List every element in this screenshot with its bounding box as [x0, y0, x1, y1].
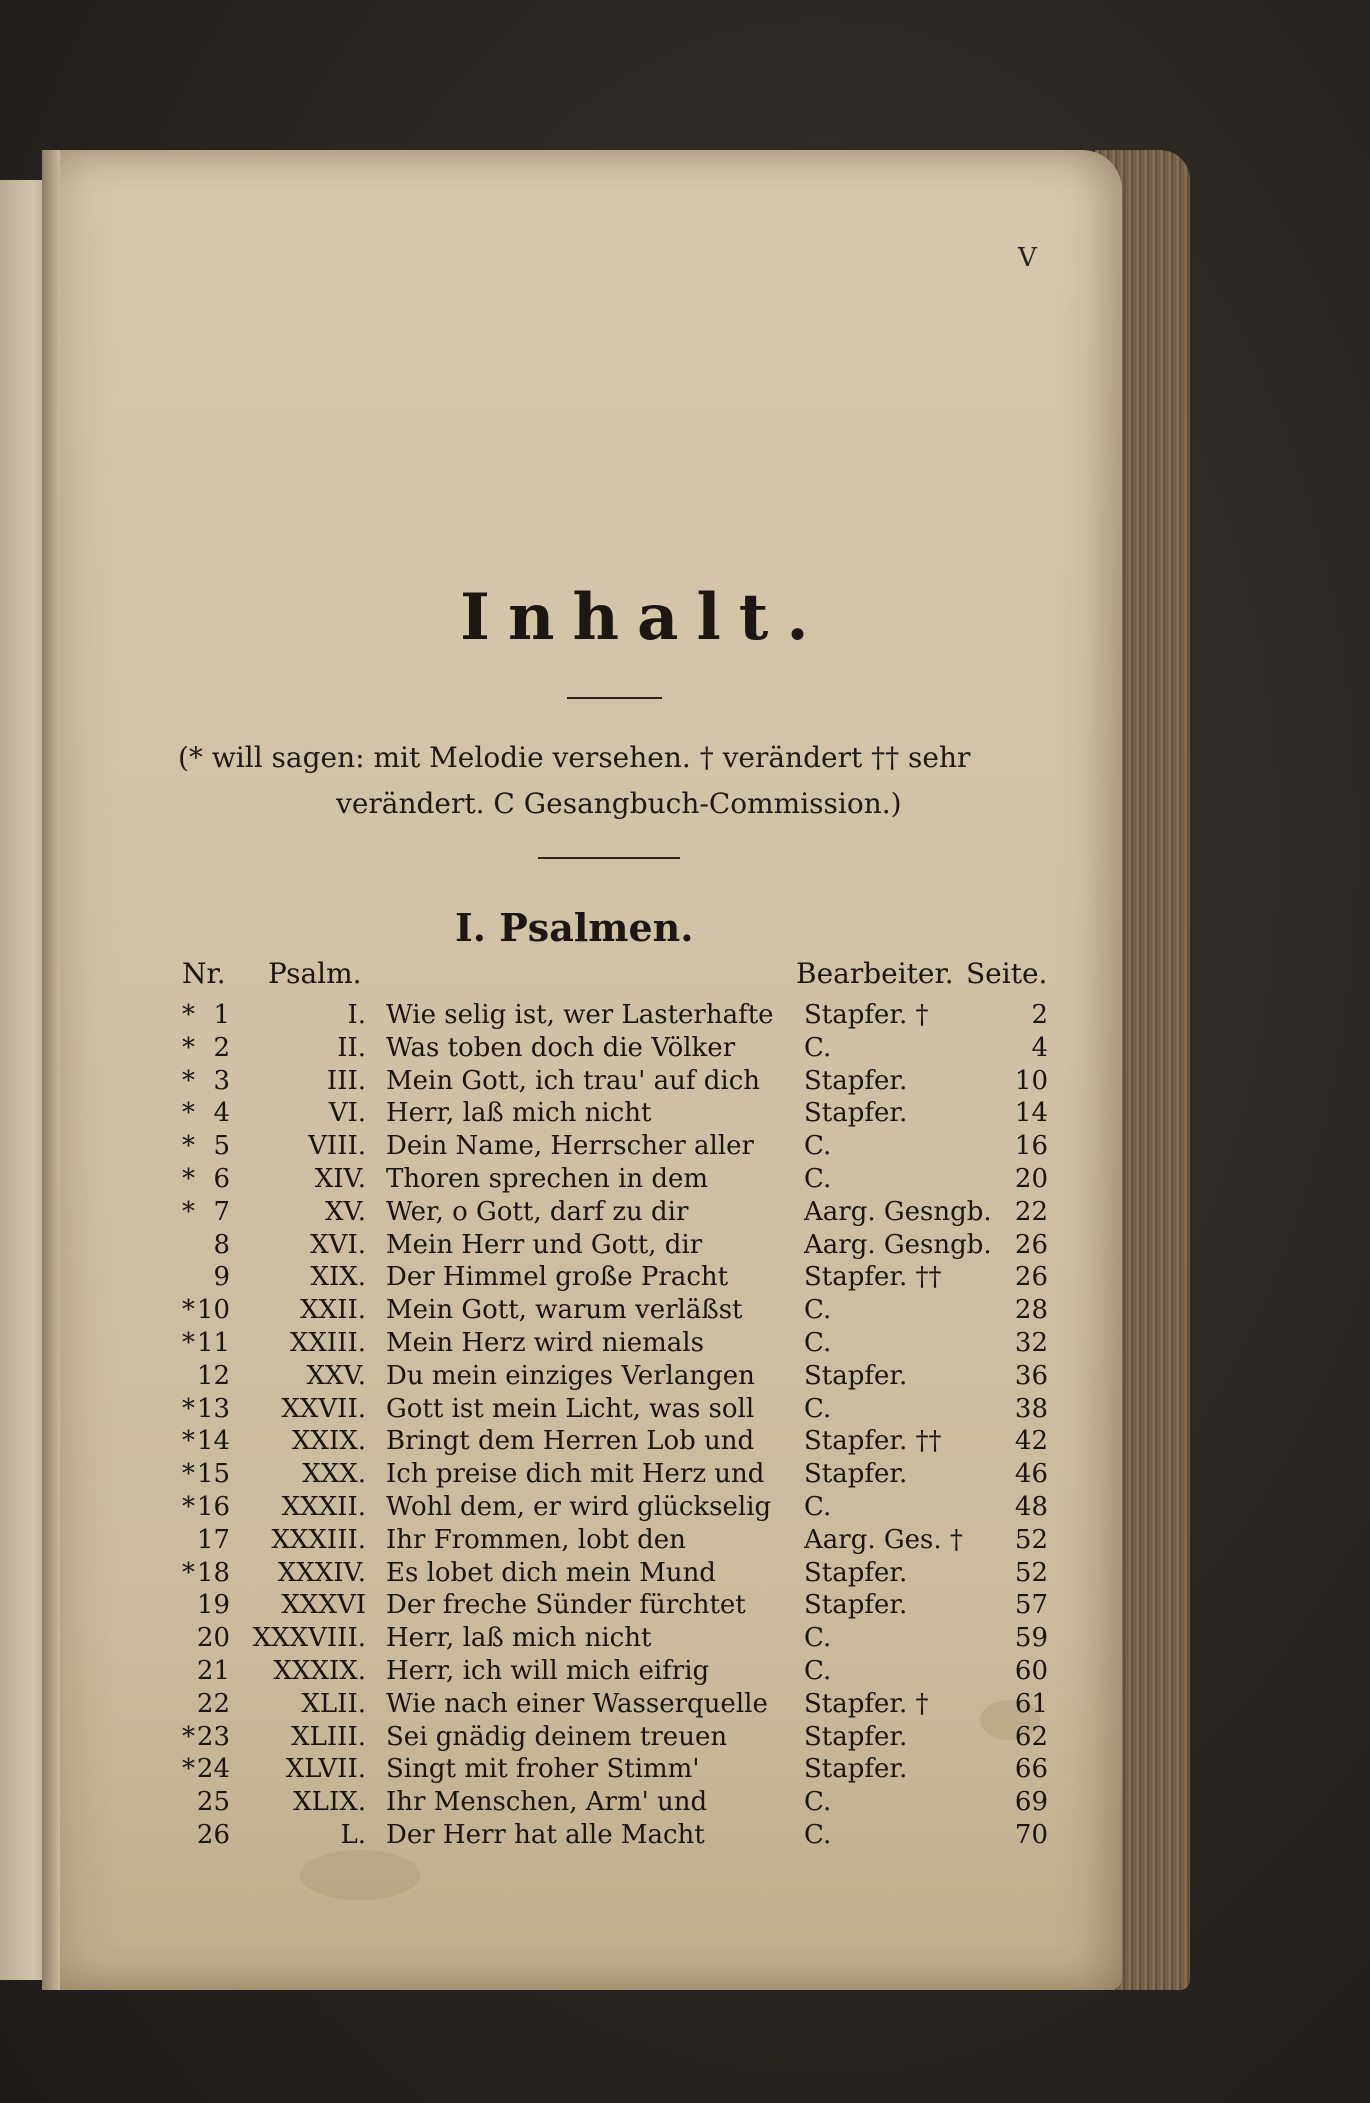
column-header-psalm: Psalm.: [268, 957, 362, 990]
page-ref: 26: [1014, 1229, 1048, 1260]
psalm-number: XIX.: [310, 1262, 366, 1293]
page-ref: 36: [1014, 1360, 1048, 1391]
entry-number: 24: [196, 1754, 230, 1785]
page-ref: 10: [1014, 1065, 1048, 1096]
arranger: Stapfer.: [804, 1065, 908, 1096]
melody-marker: *: [182, 1196, 195, 1227]
section-heading: I. Psalmen.: [455, 905, 694, 950]
entry-number: 14: [196, 1426, 230, 1457]
first-line: Mein Herz wird niemals: [386, 1327, 704, 1358]
table-of-contents: [0, 1000, 1370, 1853]
entry-number: 6: [213, 1163, 230, 1194]
psalm-number: XXXIII.: [271, 1524, 366, 1555]
psalm-number: XXX.: [302, 1459, 366, 1490]
arranger: Stapfer. ††: [804, 1426, 942, 1457]
first-line: Der Herr hat alle Macht: [386, 1819, 705, 1850]
page-number: V: [1018, 243, 1037, 273]
entry-number: 8: [213, 1229, 230, 1260]
first-line: Wer, o Gott, darf zu dir: [386, 1196, 689, 1227]
table-row: [0, 1066, 1370, 1099]
table-row: [0, 1033, 1370, 1066]
table-row: [0, 1525, 1370, 1558]
arranger: C.: [804, 1327, 832, 1358]
page-ref: 14: [1014, 1098, 1048, 1129]
psalm-number: XLII.: [301, 1688, 366, 1719]
arranger: C.: [804, 1032, 832, 1063]
page-ref: 62: [1014, 1721, 1048, 1752]
psalm-number: II.: [337, 1032, 366, 1063]
first-line: Herr, ich will mich eifrig: [386, 1655, 710, 1686]
entry-number: 19: [196, 1590, 230, 1621]
page-ref: 28: [1014, 1295, 1048, 1326]
first-line: Du mein einziges Verlangen: [386, 1360, 755, 1391]
psalm-number: XIV.: [314, 1163, 366, 1194]
arranger: C.: [804, 1819, 832, 1850]
legend-line-1: (* will sagen: mit Melodie versehen. † verändert †† sehr: [178, 741, 971, 774]
table-row: [0, 1131, 1370, 1164]
table-row: [0, 1000, 1370, 1033]
first-line: Es lobet dich mein Mund: [386, 1557, 716, 1588]
entry-number: 16: [196, 1491, 230, 1522]
psalm-number: VIII.: [308, 1131, 366, 1162]
table-row: [0, 1492, 1370, 1525]
arranger: Aarg. Gesngb.: [804, 1196, 992, 1227]
page-ref: 20: [1014, 1163, 1048, 1194]
page-ref: 26: [1014, 1262, 1048, 1293]
entry-number: 26: [196, 1819, 230, 1850]
table-row: [0, 1230, 1370, 1263]
entry-number: 7: [213, 1196, 230, 1227]
melody-marker: *: [182, 1754, 195, 1785]
melody-marker: *: [182, 1098, 195, 1129]
table-row: [0, 1590, 1370, 1623]
first-line: Singt mit froher Stimm': [386, 1754, 700, 1785]
arranger: Aarg. Ges. †: [804, 1524, 963, 1555]
legend: [178, 735, 1058, 827]
psalm-number: VI.: [328, 1098, 366, 1129]
melody-marker: *: [182, 1557, 195, 1588]
legend-line-2: verändert. C Gesangbuch-Commission.): [336, 787, 902, 820]
table-row: [0, 1394, 1370, 1427]
table-row: [0, 1722, 1370, 1755]
page-ref: 38: [1014, 1393, 1048, 1424]
table-row: [0, 1623, 1370, 1656]
entry-number: 10: [196, 1295, 230, 1326]
arranger: C.: [804, 1393, 832, 1424]
arranger: C.: [804, 1131, 832, 1162]
melody-marker: *: [182, 1327, 195, 1358]
column-header-nr: Nr.: [182, 957, 226, 990]
first-line: Der Himmel große Pracht: [386, 1262, 729, 1293]
page-ref: 69: [1014, 1787, 1048, 1818]
melody-marker: *: [182, 1721, 195, 1752]
psalm-number: XXV.: [306, 1360, 366, 1391]
column-header-bearbeiter: Bearbeiter.: [796, 957, 954, 990]
legend-divider: [538, 857, 680, 859]
first-line: Wohl dem, er wird glückselig: [386, 1491, 772, 1522]
page-ref: 42: [1014, 1426, 1048, 1457]
first-line: Herr, laß mich nicht: [386, 1623, 652, 1654]
melody-marker: *: [182, 1459, 195, 1490]
entry-number: 12: [196, 1360, 230, 1391]
psalm-number: L.: [340, 1819, 366, 1850]
psalm-number: XXXIV.: [277, 1557, 366, 1588]
entry-number: 5: [213, 1131, 230, 1162]
page-ref: 32: [1014, 1327, 1048, 1358]
first-line: Ihr Frommen, lobt den: [386, 1524, 686, 1555]
melody-marker: *: [182, 1393, 195, 1424]
page-ref: 52: [1014, 1557, 1048, 1588]
table-row: [0, 1328, 1370, 1361]
first-line: Der freche Sünder fürchtet: [386, 1590, 746, 1621]
arranger: Stapfer.: [804, 1459, 908, 1490]
entry-number: 4: [213, 1098, 230, 1129]
page-ref: 48: [1014, 1491, 1048, 1522]
table-row: [0, 1459, 1370, 1492]
title-divider: [567, 697, 662, 699]
entry-number: 2: [213, 1032, 230, 1063]
psalm-number: XXXVI: [281, 1590, 366, 1621]
table-row: [0, 1426, 1370, 1459]
table-row: [0, 1689, 1370, 1722]
table-row: [0, 1197, 1370, 1230]
arranger: C.: [804, 1655, 832, 1686]
first-line: Wie nach einer Wasserquelle: [386, 1688, 768, 1719]
first-line: Mein Gott, ich trau' auf dich: [386, 1065, 761, 1096]
first-line: Mein Herr und Gott, dir: [386, 1229, 703, 1260]
psalm-number: XV.: [324, 1196, 366, 1227]
first-line: Mein Gott, warum verläßst: [386, 1295, 743, 1326]
arranger: C.: [804, 1623, 832, 1654]
first-line: Thoren sprechen in dem: [386, 1163, 709, 1194]
psalm-number: XXXIX.: [273, 1655, 366, 1686]
table-row: [0, 1558, 1370, 1591]
arranger: Stapfer. †: [804, 1000, 929, 1030]
melody-marker: *: [182, 1295, 195, 1326]
paper-stain: [300, 1850, 420, 1900]
page-ref: 22: [1014, 1196, 1048, 1227]
first-line: Wie selig ist, wer Lasterhafte: [386, 1000, 774, 1030]
page-ref: 2: [1031, 1000, 1048, 1030]
entry-number: 25: [196, 1787, 230, 1818]
psalm-number: XXVII.: [281, 1393, 366, 1424]
entry-number: 18: [196, 1557, 230, 1588]
melody-marker: *: [182, 1163, 195, 1194]
first-line: Herr, laß mich nicht: [386, 1098, 652, 1129]
psalm-number: XLIII.: [291, 1721, 366, 1752]
psalm-number: XXII.: [300, 1295, 366, 1326]
entry-number: 13: [196, 1393, 230, 1424]
psalm-number: XXXII.: [281, 1491, 366, 1522]
page-title: Inhalt.: [460, 580, 827, 655]
table-row: [0, 1262, 1370, 1295]
table-row: [0, 1820, 1370, 1853]
arranger: Aarg. Gesngb.: [804, 1229, 992, 1260]
melody-marker: *: [182, 1131, 195, 1162]
page-ref: 4: [1031, 1032, 1048, 1063]
table-row: [0, 1787, 1370, 1820]
psalm-number: XLIX.: [293, 1787, 366, 1818]
entry-number: 11: [196, 1327, 230, 1358]
psalm-number: XXIX.: [291, 1426, 366, 1457]
psalm-number: XVI.: [310, 1229, 366, 1260]
first-line: Was toben doch die Völker: [386, 1032, 736, 1063]
arranger: Stapfer.: [804, 1754, 908, 1785]
arranger: Stapfer.: [804, 1557, 908, 1588]
psalm-number: I.: [347, 1000, 366, 1030]
page-ref: 60: [1014, 1655, 1048, 1686]
psalm-number: XXIII.: [289, 1327, 366, 1358]
arranger: C.: [804, 1295, 832, 1326]
melody-marker: *: [182, 1000, 195, 1030]
entry-number: 20: [196, 1623, 230, 1654]
page-ref: 57: [1014, 1590, 1048, 1621]
arranger: C.: [804, 1491, 832, 1522]
first-line: Ich preise dich mit Herz und: [386, 1459, 765, 1490]
arranger: Stapfer. ††: [804, 1262, 942, 1293]
arranger: Stapfer.: [804, 1590, 908, 1621]
melody-marker: *: [182, 1032, 195, 1063]
entry-number: 9: [213, 1262, 230, 1293]
page-ref: 66: [1014, 1754, 1048, 1785]
page-ref: 61: [1014, 1688, 1048, 1719]
page-ref: 52: [1014, 1524, 1048, 1555]
arranger: C.: [804, 1787, 832, 1818]
arranger: Stapfer.: [804, 1721, 908, 1752]
table-row: [0, 1361, 1370, 1394]
first-line: Gott ist mein Licht, was soll: [386, 1393, 755, 1424]
first-line: Sei gnädig deinem treuen: [386, 1721, 728, 1752]
table-row: [0, 1295, 1370, 1328]
melody-marker: *: [182, 1491, 195, 1522]
psalm-number: III.: [326, 1065, 366, 1096]
table-row: [0, 1098, 1370, 1131]
table-row: [0, 1754, 1370, 1787]
entry-number: 3: [213, 1065, 230, 1096]
table-row: [0, 1656, 1370, 1689]
arranger: Stapfer.: [804, 1098, 908, 1129]
psalm-number: XLVII.: [285, 1754, 366, 1785]
arranger: Stapfer. †: [804, 1688, 929, 1719]
page-ref: 46: [1014, 1459, 1048, 1490]
page-ref: 70: [1014, 1819, 1048, 1850]
arranger: C.: [804, 1163, 832, 1194]
page-ref: 59: [1014, 1623, 1048, 1654]
column-header-seite: Seite.: [966, 957, 1048, 990]
melody-marker: *: [182, 1426, 195, 1457]
entry-number: 23: [196, 1721, 230, 1752]
entry-number: 15: [196, 1459, 230, 1490]
entry-number: 21: [196, 1655, 230, 1686]
first-line: Dein Name, Herrscher aller: [386, 1131, 754, 1162]
column-headers: [0, 957, 1370, 991]
first-line: Bringt dem Herren Lob und: [386, 1426, 755, 1457]
entry-number: 17: [196, 1524, 230, 1555]
psalm-number: XXXVIII.: [252, 1623, 366, 1654]
melody-marker: *: [182, 1065, 195, 1096]
arranger: Stapfer.: [804, 1360, 908, 1391]
entry-number: 22: [196, 1688, 230, 1719]
first-line: Ihr Menschen, Arm' und: [386, 1787, 708, 1818]
entry-number: 1: [213, 1000, 230, 1030]
table-row: [0, 1164, 1370, 1197]
page-ref: 16: [1014, 1131, 1048, 1162]
